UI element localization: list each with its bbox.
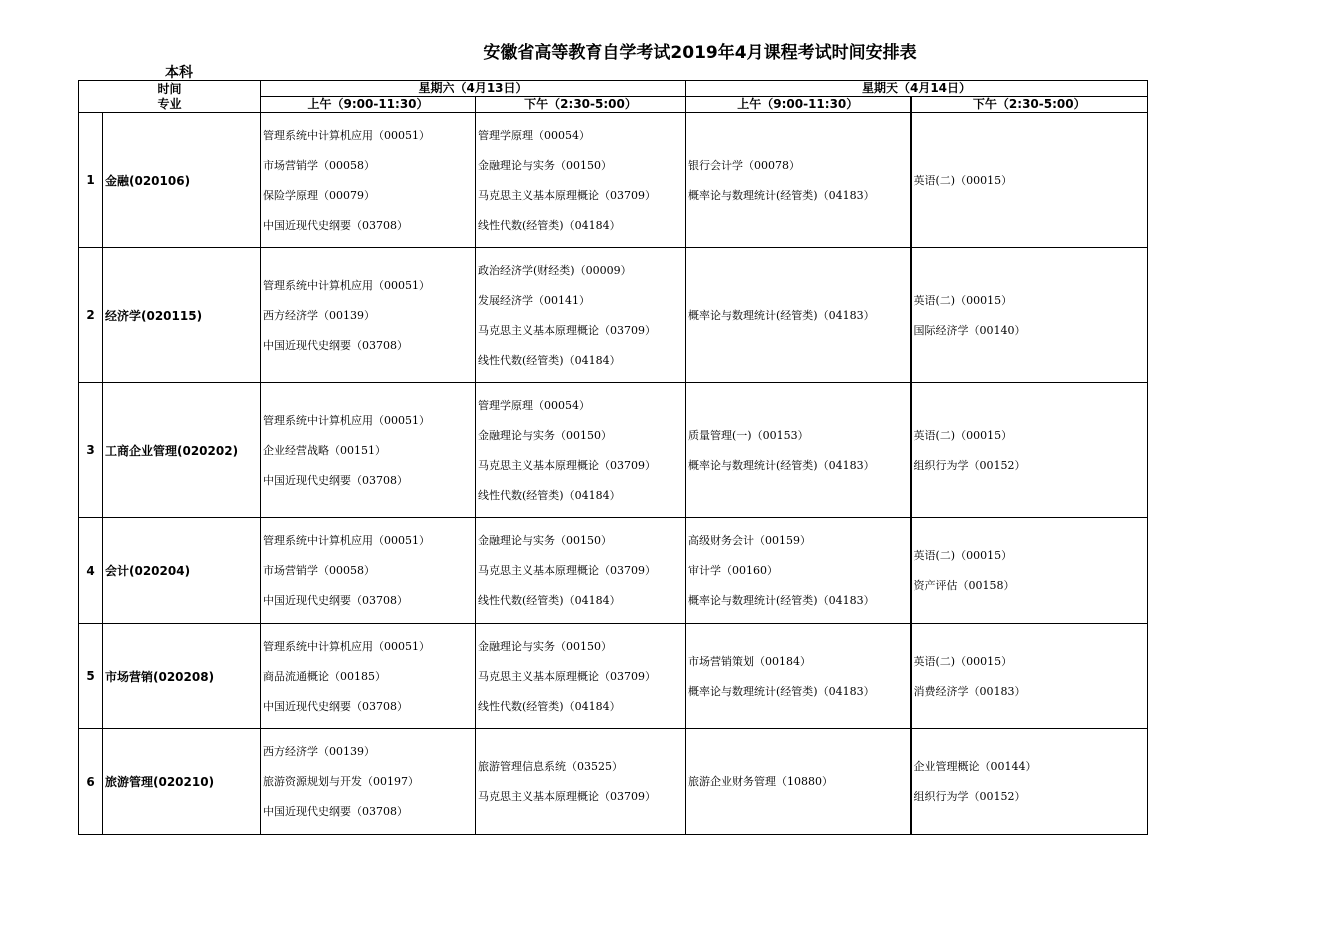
course-item: 管理系统中计算机应用（00051） (263, 128, 431, 142)
course-item: 市场营销学（00058） (263, 158, 376, 172)
row-number: 3 (79, 383, 103, 518)
header-row-days (79, 81, 1148, 97)
course-item: 国际经济学（00140） (913, 323, 1026, 337)
row-number: 6 (79, 729, 103, 835)
course-item: 概率论与数理统计(经管类)（04183） (688, 458, 875, 472)
major-name: 工商企业管理(020202) (103, 383, 261, 518)
course-item: 商品流通概论（00185） (263, 669, 387, 683)
course-item: 企业管理概论（00144） (913, 760, 1037, 773)
course-cell-sat-pm (476, 729, 686, 835)
course-cell-sat-pm (476, 518, 686, 624)
course-cell-sat-pm (476, 383, 686, 518)
course-item: 市场营销策划（00184） (688, 654, 812, 668)
course-item: 英语(二)（00015） (913, 293, 1013, 307)
course-item: 中国近现代史纲要（03708） (263, 338, 409, 352)
course-cell-sat-am (261, 383, 476, 518)
course-item: 英语(二)（00015） (913, 173, 1013, 187)
course-item: 英语(二)（00015） (913, 549, 1013, 562)
exam-schedule-table (78, 80, 1148, 835)
course-item: 市场营销学（00058） (263, 564, 376, 577)
course-cell-sun-am (686, 113, 911, 248)
course-cell-sat-am (261, 518, 476, 624)
course-item: 西方经济学（00139） (263, 308, 376, 322)
schedule-row (79, 113, 1148, 248)
course-item: 金融理论与实务（00150） (478, 639, 613, 653)
course-cell-sun-pm (911, 518, 1148, 624)
course-item: 中国近现代史纲要（03708） (263, 473, 409, 487)
level-label: 本科 (165, 65, 193, 81)
corner-major-label: 专业 (157, 96, 182, 111)
course-item: 管理系统中计算机应用（00051） (263, 534, 431, 547)
row-number: 5 (79, 624, 103, 729)
row-number: 1 (79, 113, 103, 248)
major-name: 经济学(020115) (103, 248, 261, 383)
course-item: 管理学原理（00054） (478, 128, 591, 142)
course-cell-sat-pm (476, 113, 686, 248)
page-title: 安徽省高等教育自学考试2019年4月课程考试时间安排表 (483, 43, 917, 63)
course-item: 审计学（00160） (688, 564, 779, 577)
course-cell-sun-pm (911, 383, 1148, 518)
course-item: 金融理论与实务（00150） (478, 428, 613, 442)
course-cell-sat-am (261, 248, 476, 383)
course-item: 马克思主义基本原理概论（03709） (478, 790, 657, 803)
schedule-body (79, 113, 1148, 835)
course-item: 马克思主义基本原理概论（03709） (478, 188, 657, 202)
row-number: 4 (79, 518, 103, 624)
course-item: 线性代数(经管类)（04184） (478, 218, 621, 232)
session-header-sat-pm: 下午（2:30-5:00） (476, 97, 686, 113)
course-item: 马克思主义基本原理概论（03709） (478, 323, 657, 337)
day-header-saturday: 星期六（4月13日） (261, 81, 686, 97)
course-cell-sun-pm (911, 113, 1148, 248)
course-cell-sat-am (261, 624, 476, 729)
course-item: 概率论与数理统计(经管类)（04183） (688, 188, 875, 202)
course-item: 资产评估（00158） (913, 579, 1015, 592)
course-cell-sun-pm (911, 729, 1148, 835)
course-item: 线性代数(经管类)（04184） (478, 488, 621, 502)
course-item: 金融理论与实务（00150） (478, 534, 613, 547)
course-item: 马克思主义基本原理概论（03709） (478, 458, 657, 472)
course-cell-sat-pm (476, 624, 686, 729)
course-item: 线性代数(经管类)（04184） (478, 353, 621, 367)
major-name: 金融(020106) (103, 113, 261, 248)
course-item: 管理学原理（00054） (478, 398, 591, 412)
course-cell-sun-am (686, 248, 911, 383)
course-cell-sun-am (686, 624, 911, 729)
course-item: 中国近现代史纲要（03708） (263, 699, 409, 713)
course-item: 概率论与数理统计(经管类)（04183） (688, 308, 875, 322)
course-item: 消费经济学（00183） (913, 684, 1026, 698)
course-item: 英语(二)（00015） (913, 654, 1013, 668)
course-item: 管理系统中计算机应用（00051） (263, 278, 431, 292)
header-corner (79, 81, 261, 113)
course-item: 中国近现代史纲要（03708） (263, 218, 409, 232)
course-item: 组织行为学（00152） (913, 458, 1026, 472)
day-header-sunday: 星期天（4月14日） (686, 81, 1148, 97)
course-item: 马克思主义基本原理概论（03709） (478, 669, 657, 683)
course-item: 政治经济学(财经类)（00009） (478, 263, 632, 277)
course-item: 企业经营战略（00151） (263, 443, 387, 457)
session-header-sun-am: 上午（9:00-11:30） (686, 97, 911, 113)
course-cell-sat-pm (476, 248, 686, 383)
course-item: 马克思主义基本原理概论（03709） (478, 564, 657, 577)
major-name: 会计(020204) (103, 518, 261, 624)
schedule-row (79, 729, 1148, 835)
schedule-row (79, 248, 1148, 383)
session-header-sat-am: 上午（9:00-11:30） (261, 97, 476, 113)
course-item: 旅游管理信息系统（03525） (478, 760, 624, 773)
course-item: 银行会计学（00078） (688, 158, 801, 172)
course-item: 中国近现代史纲要（03708） (263, 805, 409, 818)
course-cell-sat-am (261, 729, 476, 835)
course-cell-sun-am (686, 383, 911, 518)
course-cell-sun-pm (911, 248, 1148, 383)
major-name: 旅游管理(020210) (103, 729, 261, 835)
schedule-row (79, 518, 1148, 624)
course-item: 管理系统中计算机应用（00051） (263, 413, 431, 427)
course-item: 中国近现代史纲要（03708） (263, 594, 409, 607)
row-number: 2 (79, 248, 103, 383)
schedule-row (79, 383, 1148, 518)
course-item: 质量管理(一)（00153） (688, 428, 809, 442)
course-item: 线性代数(经管类)（04184） (478, 699, 621, 713)
schedule-row (79, 624, 1148, 729)
course-cell-sun-am (686, 729, 911, 835)
course-item: 概率论与数理统计(经管类)（04183） (688, 684, 875, 698)
course-item: 组织行为学（00152） (913, 790, 1026, 803)
course-cell-sun-pm (911, 624, 1148, 729)
course-item: 旅游资源规划与开发（00197） (263, 775, 420, 788)
major-name: 市场营销(020208) (103, 624, 261, 729)
course-item: 西方经济学（00139） (263, 745, 376, 758)
corner-time-label: 时间 (157, 81, 182, 96)
session-header-sun-pm: 下午（2:30-5:00） (911, 97, 1148, 113)
course-item: 高级财务会计（00159） (688, 534, 812, 547)
course-item: 管理系统中计算机应用（00051） (263, 639, 431, 653)
course-item: 发展经济学（00141） (478, 293, 591, 307)
course-item: 旅游企业财务管理（10880） (688, 775, 834, 788)
course-cell-sat-am (261, 113, 476, 248)
course-item: 英语(二)（00015） (913, 428, 1013, 442)
course-cell-sun-am (686, 518, 911, 624)
course-item: 金融理论与实务（00150） (478, 158, 613, 172)
course-item: 概率论与数理统计(经管类)（04183） (688, 594, 875, 607)
course-item: 线性代数(经管类)（04184） (478, 594, 621, 607)
course-item: 保险学原理（00079） (263, 188, 376, 202)
